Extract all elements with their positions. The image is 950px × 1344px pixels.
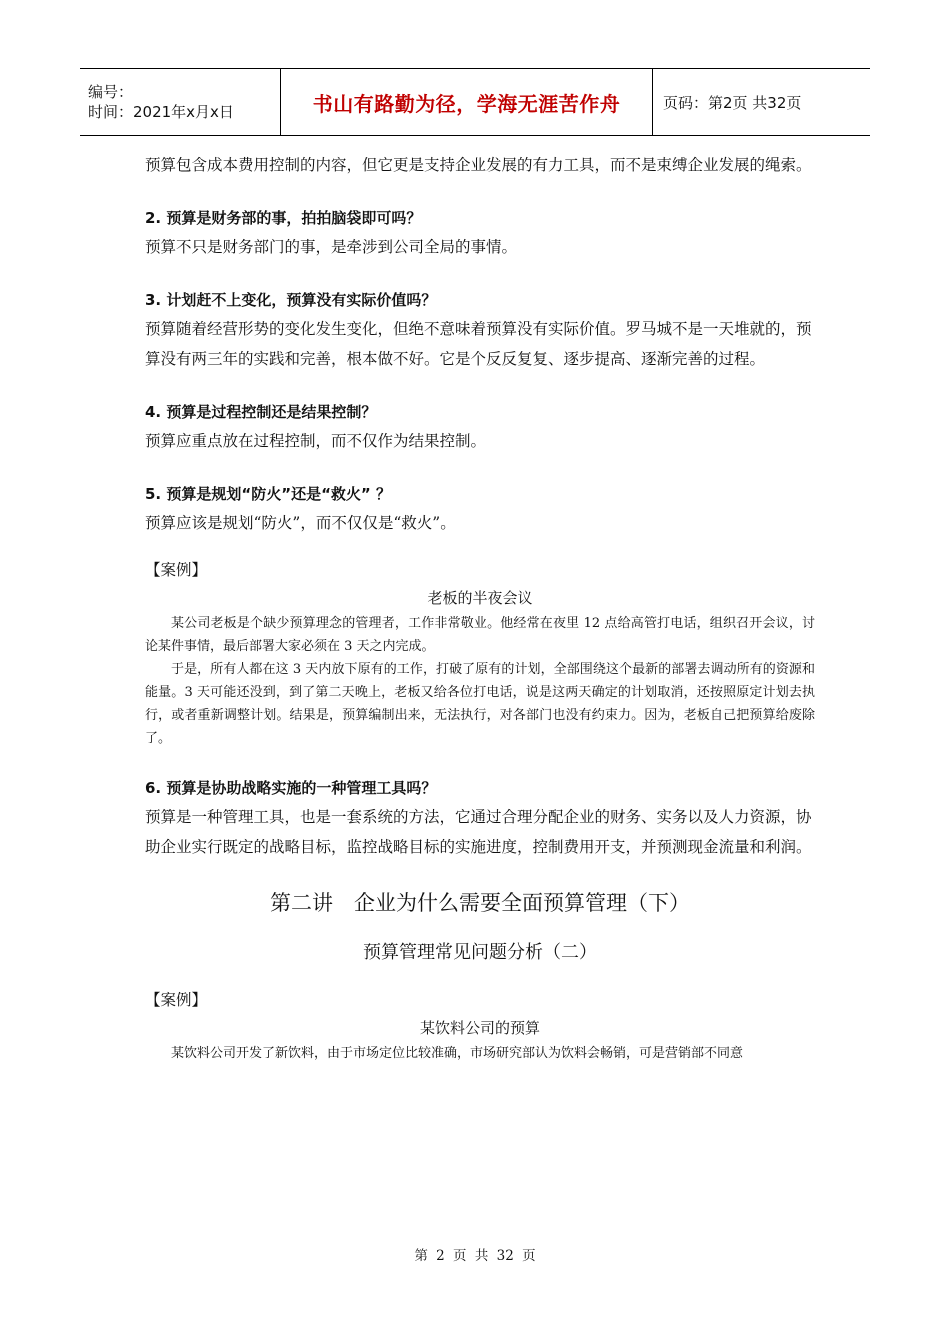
question-6-heading: 6. 预算是协助战略实施的一种管理工具吗？ — [145, 779, 437, 797]
question-3-heading: 3. 计划赶不上变化，预算没有实际价值吗？ — [145, 291, 437, 309]
case-2-label: 【案例】 — [145, 991, 208, 1009]
case-1-title: 老板的半夜会议 — [427, 589, 533, 607]
intro-paragraph: 预算包含成本费用控制的内容，但它更是支持企业发展的有力工具，而不是束缚企业发展的绳索。 — [145, 156, 812, 174]
header-page-code: 页码：第2页 共32页 — [663, 93, 802, 112]
document-time-label: 时间：2021年x月x日 — [88, 103, 234, 121]
question-2-heading: 2. 预算是财务部的事，拍拍脑袋即可吗？ — [145, 209, 422, 227]
page-content — [145, 150, 815, 1065]
question-2-answer: 预算不只是财务部门的事，是牵涉到公司全局的事情。 — [145, 238, 518, 256]
header-motto: 书山有路勤为径，学海无涯苦作舟 — [312, 91, 621, 116]
question-5-heading: 5. 预算是规划“防火”还是“救火” ？ — [145, 485, 392, 503]
question-3-answer: 预算随着经营形势的变化发生变化，但绝不意味着预算没有实际价值。罗马城不是一天堆就的，预算没有两三年的实践和完善，根本做不好。它是个反反复复、逐步提高、逐渐完善的过程。 — [145, 320, 812, 368]
section-title: 预算管理常见问题分析（二） — [363, 942, 597, 963]
lecture-title: 第二讲 企业为什么需要全面预算管理（下） — [270, 891, 690, 915]
page-footer: 第 2 页 共 32 页 — [414, 1248, 536, 1264]
question-4-answer: 预算应重点放在过程控制，而不仅作为结果控制。 — [145, 432, 487, 450]
question-6-answer: 预算是一种管理工具，也是一套系统的方法，它通过合理分配企业的财务、实务以及人力资源，协助企业实行既定的战略目标，监控战略目标的实施进度，控制费用开支，并预测现金流量和利润。 — [145, 808, 812, 856]
question-5-answer: 预算应该是规划“防火”，而不仅仅是“救火”。 — [145, 514, 456, 532]
header-page-code-cell — [653, 69, 870, 135]
case-2-paragraph-1: 某饮料公司开发了新饮料，由于市场定位比较准确，市场研究部认为饮料会畅销，可是营销部不同意 — [171, 1046, 744, 1061]
case-2-title: 某饮料公司的预算 — [419, 1019, 540, 1037]
question-4-heading: 4. 预算是过程控制还是结果控制？ — [145, 403, 377, 421]
case-1-paragraph-1: 某公司老板是个缺少预算理念的管理者，工作非常敬业。他经常在夜里 12 点给高管打电话，组织召开会议，讨论某件事情，最后部署大家必须在 3 天之内完成。 — [145, 616, 815, 654]
header-motto-cell — [280, 69, 653, 135]
case-1-label: 【案例】 — [145, 561, 208, 579]
page-header — [80, 68, 870, 136]
case-1-paragraph-2: 于是，所有人都在这 3 天内放下原有的工作，打破了原有的计划，全部围绕这个最新的部署去调动所有的资源和能量。3 天可能还没到，到了第二天晚上，老板又给各位打电话，说是这两天确定的计划取消，还按照原定计划去执行，或者重新调整计划。结果是，预算编制出来，无法执行，对各部门也没有约束力。因为，老板自己把预算给废除了。 — [145, 662, 815, 746]
header-info — [80, 69, 280, 135]
document-number-label: 编号： — [88, 83, 134, 101]
